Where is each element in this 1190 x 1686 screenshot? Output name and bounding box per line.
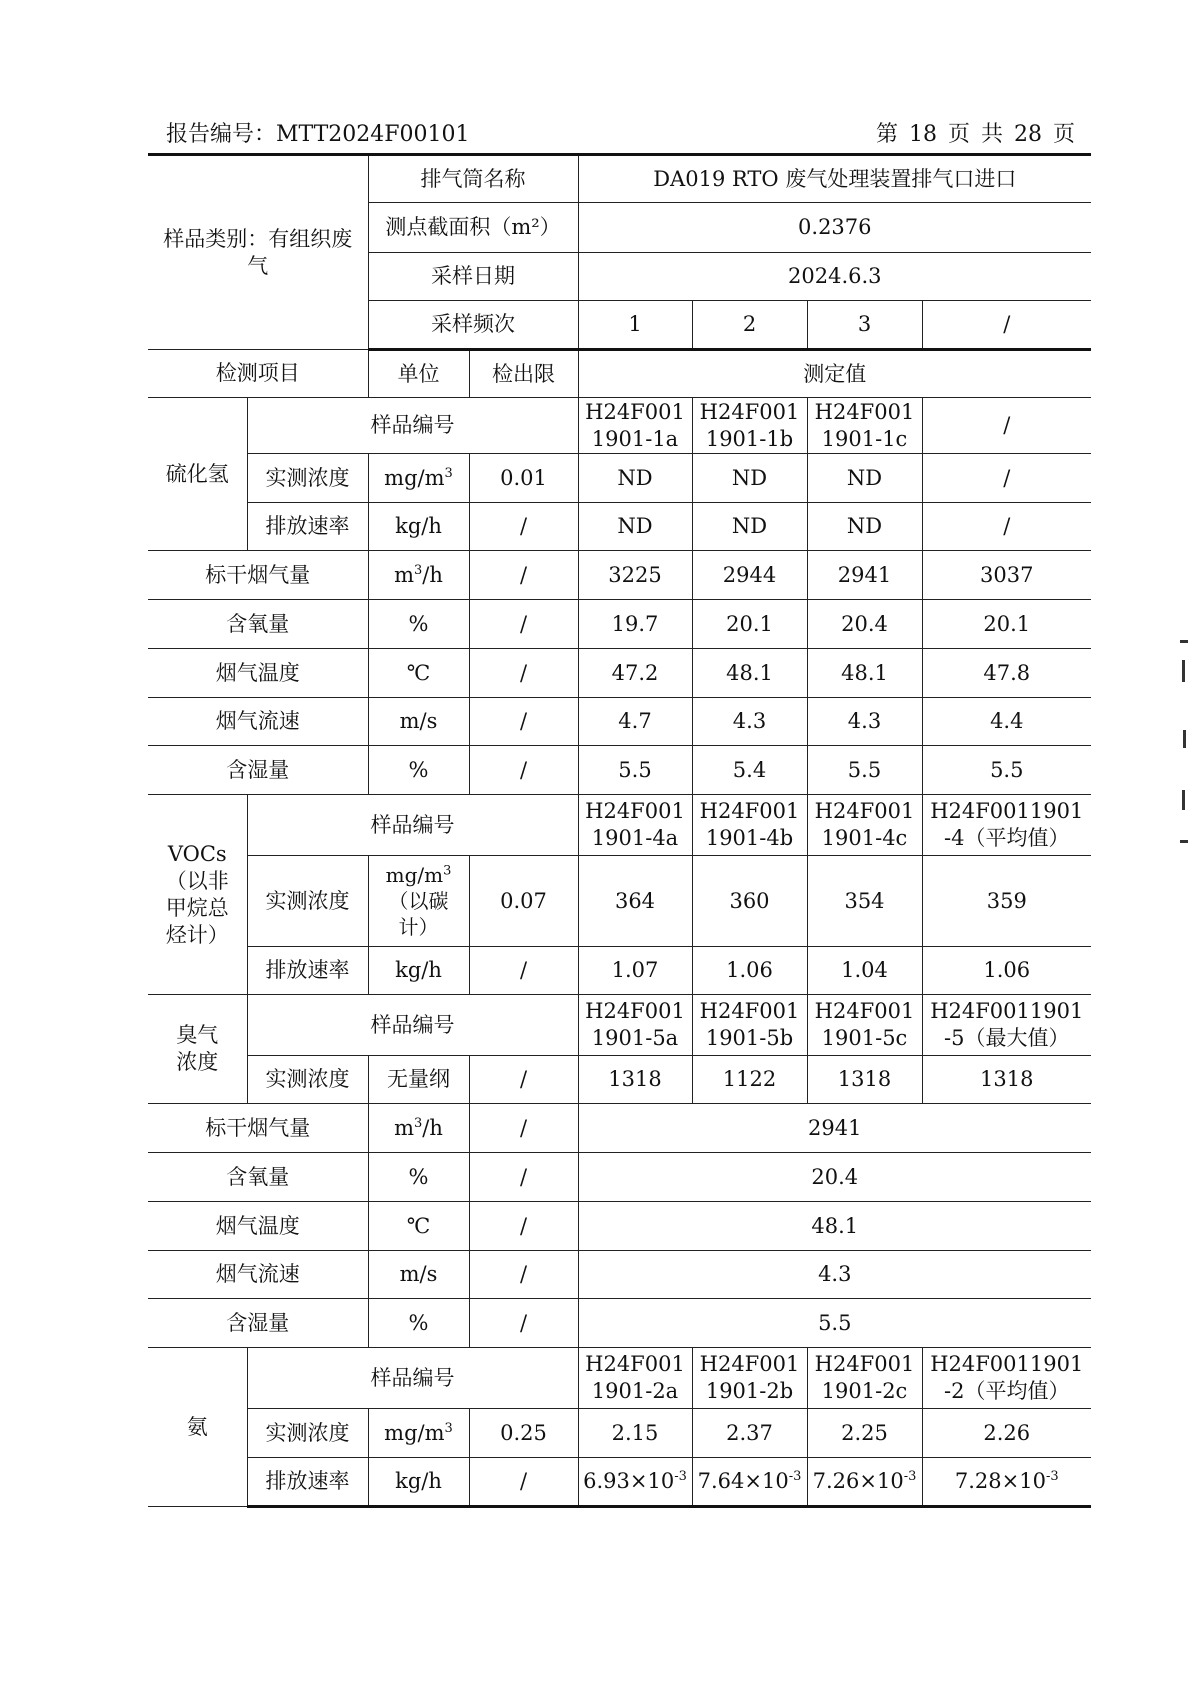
sample-id: H24F001 1901-1c xyxy=(807,398,922,454)
info-row-stack xyxy=(148,155,1091,203)
value-cell: 48.1 xyxy=(692,649,807,698)
value-cell: 1.06 xyxy=(922,947,1091,995)
col-value-header: 测定值 xyxy=(578,350,1091,398)
measured-conc-label: 实测浓度 xyxy=(247,454,368,503)
limit-cell: 0.07 xyxy=(469,856,578,947)
page-mid: 页 共 xyxy=(947,122,1003,147)
value-cell: ND xyxy=(692,454,807,503)
limit-cell: / xyxy=(469,600,578,649)
value-cell: 20.1 xyxy=(922,600,1091,649)
value-cell: ND xyxy=(807,503,922,551)
value-cell: 2941 xyxy=(807,551,922,600)
limit-cell: / xyxy=(469,1458,578,1507)
value-cell: 1318 xyxy=(807,1056,922,1104)
sample-id: H24F0011901 -2（平均值） xyxy=(922,1348,1091,1409)
value-cell: 48.1 xyxy=(807,649,922,698)
unit-cell: $m^3/h$ xyxy=(368,551,469,600)
value-cell: 3037 xyxy=(922,551,1091,600)
value-cell: 20.4 xyxy=(578,1153,1091,1202)
unit-cell: $m^3/h$ xyxy=(368,1104,469,1153)
vocs-conc-row xyxy=(148,856,1091,947)
emission-rate-label: 排放速率 xyxy=(247,947,368,995)
value-cell: ND xyxy=(578,454,692,503)
value-cell: 2.25 xyxy=(807,1409,922,1458)
limit-cell: / xyxy=(469,1251,578,1299)
sample-no-label: 样品编号 xyxy=(247,398,578,454)
unit-cell: $mg/m^3$ xyxy=(368,454,469,503)
limit-cell: / xyxy=(469,698,578,746)
page-number xyxy=(876,117,1075,148)
column-header-row xyxy=(148,350,1091,398)
unit-cell: % xyxy=(368,600,469,649)
value-cell: 5.5 xyxy=(922,746,1091,795)
value-cell: 5.5 xyxy=(578,1299,1091,1348)
value-cell: / xyxy=(922,503,1091,551)
value-cell: 4.7 xyxy=(578,698,692,746)
measured-conc-label: 实测浓度 xyxy=(247,1409,368,1458)
limit-cell: / xyxy=(469,1202,578,1251)
value-cell: 1318 xyxy=(922,1056,1091,1104)
velocity-row xyxy=(148,698,1091,746)
value-cell: 20.1 xyxy=(692,600,807,649)
ammonia-conc-row xyxy=(148,1409,1091,1458)
limit-cell: / xyxy=(469,551,578,600)
value-cell: 4.3 xyxy=(807,698,922,746)
value-cell: 1.04 xyxy=(807,947,922,995)
value-cell: 4.3 xyxy=(692,698,807,746)
value-cell: 2.37 xyxy=(692,1409,807,1458)
frequency-label: 采样频次 xyxy=(368,301,578,350)
std-dry-flow-label: 标干烟气量 xyxy=(148,551,368,600)
value-cell: / xyxy=(922,454,1091,503)
value-cell: 4.4 xyxy=(922,698,1091,746)
sample-id: / xyxy=(922,398,1091,454)
frequency-cell: 3 xyxy=(807,301,922,350)
unit-cell: $mg/m^3$ （以碳 计） xyxy=(368,856,469,947)
value-cell: ND xyxy=(578,503,692,551)
sample-id: H24F001 1901-4b xyxy=(692,795,807,856)
limit-cell: / xyxy=(469,1056,578,1104)
value-cell: 47.8 xyxy=(922,649,1091,698)
stack-name-value: DA019 RTO 废气处理装置排气口进口 xyxy=(578,155,1091,203)
measured-conc-label: 实测浓度 xyxy=(247,856,368,947)
value-cell: 2944 xyxy=(692,551,807,600)
col-limit-header: 检出限 xyxy=(469,350,578,398)
report-number-value: MTT2024F00101 xyxy=(276,122,470,147)
limit-cell: / xyxy=(469,1104,578,1153)
sample-no-label: 样品编号 xyxy=(247,1348,578,1409)
unit-cell: % xyxy=(368,746,469,795)
unit-cell: ℃ xyxy=(368,649,469,698)
date-label: 采样日期 xyxy=(368,253,578,301)
sample-id: H24F001 1901-5a xyxy=(578,995,692,1056)
frequency-cell: 1 xyxy=(578,301,692,350)
frequency-cell: 2 xyxy=(692,301,807,350)
limit-cell: / xyxy=(469,947,578,995)
sample-id: H24F001 1901-4c xyxy=(807,795,922,856)
value-cell: ND xyxy=(692,503,807,551)
h2s-rate-row xyxy=(148,503,1091,551)
monitoring-table xyxy=(148,153,1091,1508)
moisture-label: 含湿量 xyxy=(148,746,368,795)
page-prefix: 第 xyxy=(875,122,898,147)
value-cell: 1.07 xyxy=(578,947,692,995)
emission-rate-label: 排放速率 xyxy=(247,1458,368,1507)
value-cell: 360 xyxy=(692,856,807,947)
value-cell: 48.1 xyxy=(578,1202,1091,1251)
value-cell: $7.26\times 10^{-3}$ xyxy=(807,1458,922,1507)
oxygen-label: 含氧量 xyxy=(148,1153,368,1202)
page-current: 18 xyxy=(908,122,937,147)
value-cell: 2.15 xyxy=(578,1409,692,1458)
unit-cell: m/s xyxy=(368,698,469,746)
sample-no-label: 样品编号 xyxy=(247,795,578,856)
unit-cell: % xyxy=(368,1299,469,1348)
sample-id: H24F001 1901-5c xyxy=(807,995,922,1056)
std-dry-flow-label: 标干烟气量 xyxy=(148,1104,368,1153)
sample-id: H24F001 1901-2a xyxy=(578,1348,692,1409)
value-cell: 5.5 xyxy=(578,746,692,795)
sample-category: 样品类别：有组织废气 xyxy=(148,155,368,350)
value-cell: 2.26 xyxy=(922,1409,1091,1458)
oxygen-row-2 xyxy=(148,1153,1091,1202)
limit-cell: / xyxy=(469,1299,578,1348)
report-number-label: 报告编号： xyxy=(166,122,277,147)
limit-cell: / xyxy=(469,503,578,551)
flow-row-2 xyxy=(148,1104,1091,1153)
vocs-rate-row xyxy=(148,947,1091,995)
page-suffix: 页 xyxy=(1052,122,1075,147)
odor-conc-row xyxy=(148,1056,1091,1104)
seal-fragment xyxy=(1178,640,1190,860)
value-cell: 19.7 xyxy=(578,600,692,649)
sample-id: H24F001 1901-1a xyxy=(578,398,692,454)
report-number xyxy=(166,117,470,148)
measured-conc-label: 实测浓度 xyxy=(247,1056,368,1104)
value-cell: 5.5 xyxy=(807,746,922,795)
limit-cell: 0.25 xyxy=(469,1409,578,1458)
flow-row xyxy=(148,551,1091,600)
odor-name: 臭气 浓度 xyxy=(148,995,247,1104)
h2s-conc-row xyxy=(148,454,1091,503)
emission-rate-label: 排放速率 xyxy=(247,503,368,551)
page-total: 28 xyxy=(1013,122,1042,147)
limit-cell: 0.01 xyxy=(469,454,578,503)
sample-id: H24F001 1901-5b xyxy=(692,995,807,1056)
ammonia-name: 氨 xyxy=(148,1348,247,1507)
vocs-name: VOCs （以非 甲烷总 烃计） xyxy=(148,795,247,995)
sample-no-label: 样品编号 xyxy=(247,995,578,1056)
velocity-row-2 xyxy=(148,1251,1091,1299)
area-label: 测点截面积（m²） xyxy=(368,203,578,253)
ammonia-rate-row xyxy=(148,1458,1091,1507)
value-cell: 354 xyxy=(807,856,922,947)
limit-cell: / xyxy=(469,649,578,698)
value-cell: $7.28\times 10^{-3}$ xyxy=(922,1458,1091,1507)
value-cell: 1318 xyxy=(578,1056,692,1104)
temp-row xyxy=(148,649,1091,698)
frequency-cell: / xyxy=(922,301,1091,350)
unit-cell: kg/h xyxy=(368,947,469,995)
unit-cell: ℃ xyxy=(368,1202,469,1251)
limit-cell: / xyxy=(469,746,578,795)
col-unit-header: 单位 xyxy=(368,350,469,398)
vocs-sample-row xyxy=(148,795,1091,856)
moisture-row xyxy=(148,746,1091,795)
flue-velocity-label: 烟气流速 xyxy=(148,1251,368,1299)
sample-id: H24F001 1901-1b xyxy=(692,398,807,454)
date-value: 2024.6.3 xyxy=(578,253,1091,301)
unit-cell: $mg/m^3$ xyxy=(368,1409,469,1458)
stack-name-label: 排气筒名称 xyxy=(368,155,578,203)
ammonia-sample-row xyxy=(148,1348,1091,1409)
flue-temp-label: 烟气温度 xyxy=(148,649,368,698)
value-cell: 1.06 xyxy=(692,947,807,995)
odor-sample-row xyxy=(148,995,1091,1056)
h2s-sample-row xyxy=(148,398,1091,454)
value-cell: 47.2 xyxy=(578,649,692,698)
flue-temp-label: 烟气温度 xyxy=(148,1202,368,1251)
area-value: 0.2376 xyxy=(578,203,1091,253)
value-cell: 359 xyxy=(922,856,1091,947)
value-cell: 2941 xyxy=(578,1104,1091,1153)
value-cell: $6.93\times 10^{-3}$ xyxy=(578,1458,692,1507)
oxygen-label: 含氧量 xyxy=(148,600,368,649)
sample-id: H24F001 1901-4a xyxy=(578,795,692,856)
temp-row-2 xyxy=(148,1202,1091,1251)
value-cell: 1122 xyxy=(692,1056,807,1104)
value-cell: 5.4 xyxy=(692,746,807,795)
flue-velocity-label: 烟气流速 xyxy=(148,698,368,746)
moisture-label: 含湿量 xyxy=(148,1299,368,1348)
h2s-name: 硫化氢 xyxy=(148,398,247,551)
unit-cell: kg/h xyxy=(368,503,469,551)
moisture-row-2 xyxy=(148,1299,1091,1348)
value-cell: ND xyxy=(807,454,922,503)
col-item-header: 检测项目 xyxy=(148,350,368,398)
sample-id: H24F001 1901-2c xyxy=(807,1348,922,1409)
unit-cell: 无量纲 xyxy=(368,1056,469,1104)
oxygen-row xyxy=(148,600,1091,649)
value-cell: 4.3 xyxy=(578,1251,1091,1299)
value-cell: 364 xyxy=(578,856,692,947)
unit-cell: m/s xyxy=(368,1251,469,1299)
value-cell: 20.4 xyxy=(807,600,922,649)
sample-id: H24F001 1901-2b xyxy=(692,1348,807,1409)
value-cell: 3225 xyxy=(578,551,692,600)
sample-id: H24F0011901 -4（平均值） xyxy=(922,795,1091,856)
unit-cell: kg/h xyxy=(368,1458,469,1507)
limit-cell: / xyxy=(469,1153,578,1202)
unit-cell: % xyxy=(368,1153,469,1202)
value-cell: $7.64\times 10^{-3}$ xyxy=(692,1458,807,1507)
sample-id: H24F0011901 -5（最大值） xyxy=(922,995,1091,1056)
